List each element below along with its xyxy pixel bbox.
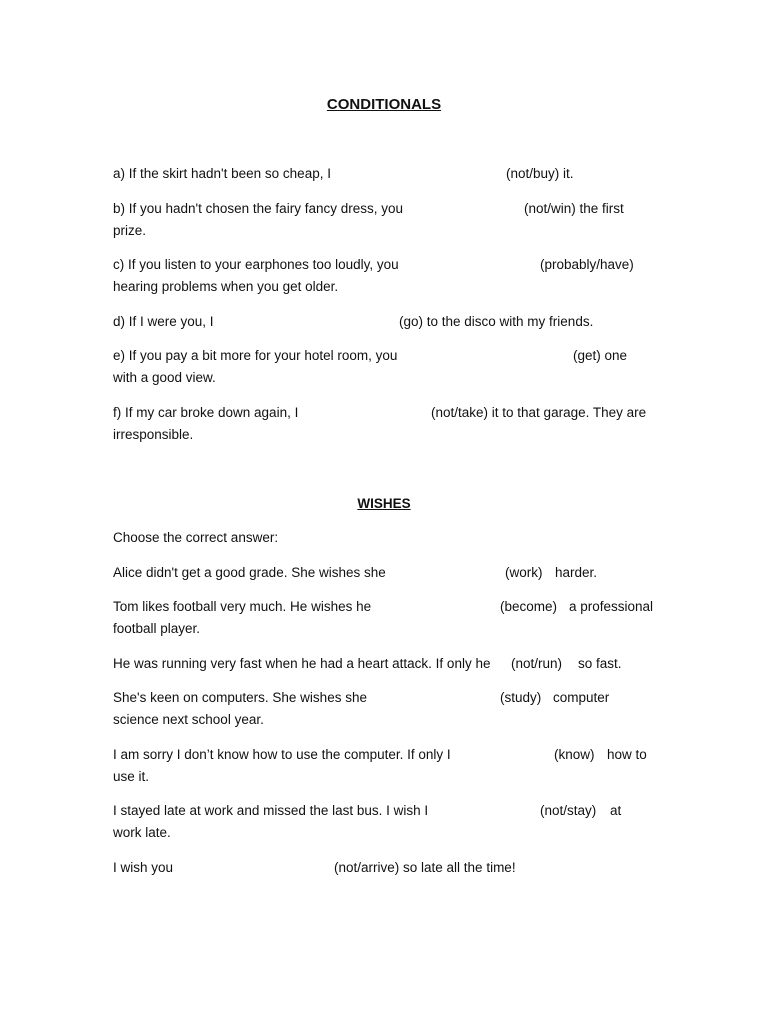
item-text-end: computer <box>553 690 610 705</box>
item-text-continued: hearing problems when you get older. <box>113 279 339 294</box>
item-text: I stayed late at work and missed the last bus. I wish I <box>113 803 429 818</box>
item-verb-prompt: (not/take) it to that garage. They are <box>431 405 647 420</box>
item-verb-prompt: (not/buy) it. <box>506 166 574 181</box>
wishes-heading: WISHES <box>357 496 411 511</box>
conditional-item-a <box>113 163 658 185</box>
item-text-continued: use it. <box>113 769 150 784</box>
item-verb-prompt: (become) <box>500 599 558 614</box>
item-text-continued: work late. <box>113 825 171 840</box>
item-text: He was running very fast when he had a heart attack. If only he <box>113 656 491 671</box>
item-text: b) If you hadn't chosen the fairy fancy dress, you <box>113 201 403 216</box>
item-verb-prompt: (know) <box>554 747 595 762</box>
item-text: I am sorry I don’t know how to use the computer. If only I <box>113 747 451 762</box>
item-text: d) If I were you, I <box>113 314 214 329</box>
item-verb-prompt: (get) one <box>573 348 628 363</box>
item-text: f) If my car broke down again, I <box>113 405 299 420</box>
item-text-end: so fast. <box>578 656 622 671</box>
item-verb-prompt: (not/win) the first <box>524 201 624 216</box>
item-verb-prompt: (go) to the disco with my friends. <box>399 314 594 329</box>
item-text-end: at <box>610 803 622 818</box>
item-text-continued: science next school year. <box>113 712 264 727</box>
conditionals-heading: CONDITIONALS <box>326 96 442 113</box>
item-text: e) If you pay a bit more for your hotel room, you <box>113 348 398 363</box>
wishes-instruction <box>113 527 658 549</box>
item-text-continued: irresponsible. <box>113 427 194 442</box>
item-verb-prompt: (not/arrive) so late all the time! <box>334 860 516 875</box>
conditional-item-f <box>113 402 658 446</box>
item-text-end: how to <box>607 747 647 762</box>
conditional-item-d <box>113 311 658 333</box>
item-text: She's keen on computers. She wishes she <box>113 690 367 705</box>
item-verb-prompt: (study) <box>500 690 542 705</box>
wish-item-5 <box>113 744 658 788</box>
conditional-item-c <box>113 254 658 298</box>
item-verb-prompt: (work) <box>505 565 543 580</box>
conditional-item-e <box>113 345 658 389</box>
item-text-continued: football player. <box>113 621 201 636</box>
wish-item-4 <box>113 687 658 731</box>
item-verb-prompt: (not/run) <box>511 656 563 671</box>
wish-item-2 <box>113 596 658 640</box>
item-text: a) If the skirt hadn't been so cheap, I <box>113 166 331 181</box>
item-text-continued: prize. <box>113 223 147 238</box>
wish-item-6 <box>113 800 658 844</box>
item-text: c) If you listen to your earphones too loudly, you <box>113 257 399 272</box>
wish-item-1 <box>113 562 658 584</box>
item-verb-prompt: (probably/have) <box>540 257 634 272</box>
item-text: Alice didn't get a good grade. She wishes she <box>113 565 386 580</box>
item-text-end: a professional <box>569 599 654 614</box>
item-text: I wish you <box>113 860 174 875</box>
conditional-item-b <box>113 198 658 242</box>
wish-item-3 <box>113 653 658 675</box>
item-text-end: harder. <box>555 565 598 580</box>
instruction-text: Choose the correct answer: <box>113 530 279 545</box>
item-verb-prompt: (not/stay) <box>540 803 597 818</box>
wish-item-7 <box>113 857 658 879</box>
item-text: Tom likes football very much. He wishes he <box>113 599 372 614</box>
item-text-continued: with a good view. <box>113 370 216 385</box>
